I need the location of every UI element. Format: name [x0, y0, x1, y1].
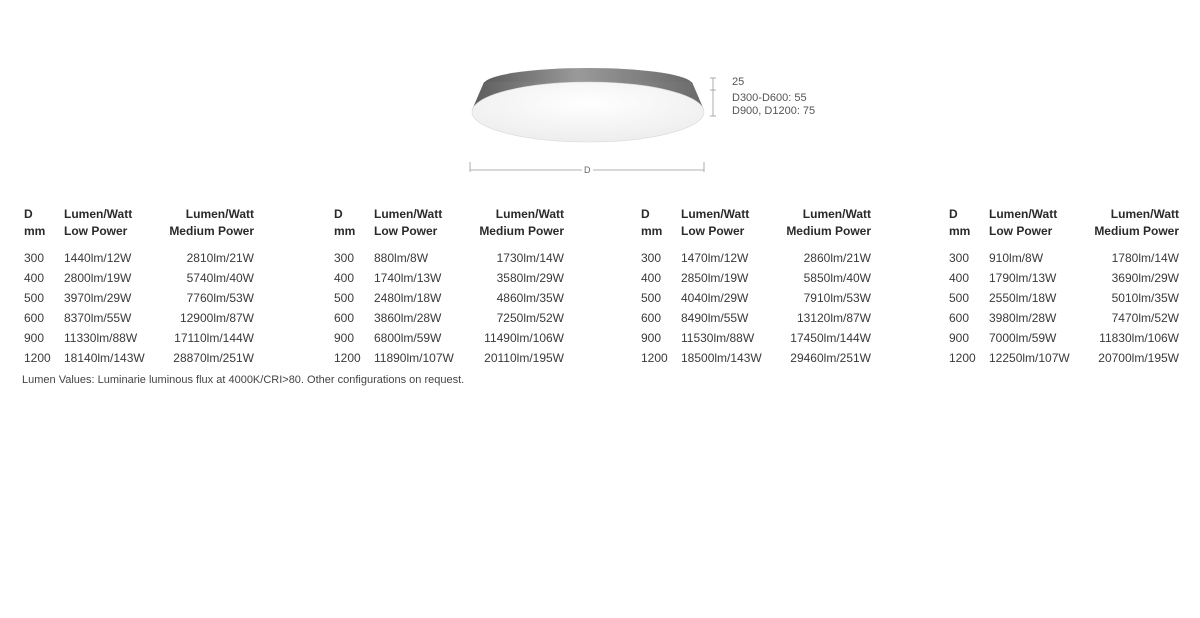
- cell-medium-power: 4860lm/35W: [496, 291, 564, 305]
- cell-low-power: 1740lm/13W: [374, 271, 442, 285]
- cell-low-power: 1790lm/13W: [989, 271, 1057, 285]
- cell-medium-power: 5850lm/40W: [803, 271, 871, 285]
- cell-low-power: 910lm/8W: [989, 251, 1044, 265]
- header-medium-power: Medium Power: [786, 224, 871, 238]
- cell-diameter: 1200: [334, 351, 361, 365]
- cell-low-power: 11330lm/88W: [64, 331, 138, 345]
- header-d: D: [24, 207, 33, 221]
- cell-medium-power: 20110lm/195W: [484, 351, 564, 365]
- cell-diameter: 900: [334, 331, 355, 345]
- header-mm: mm: [334, 224, 356, 238]
- table-row: [641, 268, 871, 288]
- height-label-min: 25: [732, 76, 745, 88]
- table-row: [949, 308, 1179, 328]
- cell-diameter: 1200: [641, 351, 668, 365]
- cell-low-power: 2850lm/19W: [681, 271, 749, 285]
- lumen-table-2: [334, 206, 564, 368]
- cell-diameter: 400: [949, 271, 970, 285]
- cell-low-power: 3980lm/28W: [989, 311, 1057, 325]
- cell-diameter: 500: [334, 291, 355, 305]
- header-lumen-watt-medium: Lumen/Watt: [185, 207, 254, 221]
- table-row: [641, 348, 871, 368]
- cell-diameter: 900: [641, 331, 662, 345]
- cell-medium-power: 7250lm/52W: [496, 311, 564, 325]
- table-row: [334, 268, 564, 288]
- table-header-row-2: [24, 223, 254, 240]
- cell-medium-power: 12900lm/87W: [179, 311, 254, 325]
- cell-medium-power: 7760lm/53W: [186, 291, 254, 305]
- cell-medium-power: 5740lm/40W: [186, 271, 254, 285]
- cell-low-power: 6800lm/59W: [374, 331, 442, 345]
- cell-medium-power: 1780lm/14W: [1111, 251, 1179, 265]
- header-d: D: [641, 207, 650, 221]
- cell-diameter: 600: [949, 311, 970, 325]
- header-low-power: Low Power: [681, 224, 745, 238]
- cell-medium-power: 3580lm/29W: [496, 271, 564, 285]
- table-header-row-2: [334, 223, 564, 240]
- cell-medium-power: 3690lm/29W: [1111, 271, 1179, 285]
- table-header-row-1: [949, 206, 1179, 223]
- table-row: [334, 308, 564, 328]
- header-lumen-watt-medium: Lumen/Watt: [495, 207, 564, 221]
- table-row: [24, 328, 254, 348]
- table-row: [334, 288, 564, 308]
- cell-medium-power: 2810lm/21W: [186, 251, 254, 265]
- cell-low-power: 3970lm/29W: [64, 291, 132, 305]
- header-medium-power: Medium Power: [169, 224, 254, 238]
- cell-diameter: 1200: [949, 351, 976, 365]
- header-d: D: [949, 207, 958, 221]
- lumen-table-1: [24, 206, 254, 368]
- cell-diameter: 900: [949, 331, 970, 345]
- header-mm: mm: [641, 224, 663, 238]
- cell-diameter: 600: [24, 311, 45, 325]
- cell-medium-power: 28870lm/251W: [173, 351, 254, 365]
- table-row: [334, 348, 564, 368]
- header-d: D: [334, 207, 343, 221]
- cell-low-power: 8490lm/55W: [681, 311, 749, 325]
- header-lumen-watt-low: Lumen/Watt: [989, 207, 1058, 221]
- cell-diameter: 300: [24, 251, 45, 265]
- header-mm: mm: [949, 224, 971, 238]
- cell-low-power: 7000lm/59W: [989, 331, 1057, 345]
- cell-diameter: 300: [641, 251, 662, 265]
- table-row: [24, 268, 254, 288]
- table-row: [24, 248, 254, 268]
- table-header-row-2: [949, 223, 1179, 240]
- cell-low-power: 11530lm/88W: [681, 331, 755, 345]
- height-label-small: D300-D600: 55: [732, 92, 807, 104]
- table-header-row-1: [334, 206, 564, 223]
- cell-low-power: 18500lm/143W: [681, 351, 762, 365]
- header-lumen-watt-low: Lumen/Watt: [681, 207, 750, 221]
- table-row: [641, 248, 871, 268]
- height-label-large: D900, D1200: 75: [732, 105, 816, 117]
- header-lumen-watt-medium: Lumen/Watt: [1110, 207, 1179, 221]
- table-header-row-1: [24, 206, 254, 223]
- cell-diameter: 400: [334, 271, 355, 285]
- table-row: [334, 248, 564, 268]
- header-low-power: Low Power: [374, 224, 438, 238]
- table-row: [641, 328, 871, 348]
- cell-medium-power: 29460lm/251W: [790, 351, 871, 365]
- table-row: [949, 288, 1179, 308]
- cell-low-power: 1440lm/12W: [64, 251, 132, 265]
- cell-diameter: 300: [949, 251, 970, 265]
- cell-medium-power: 2860lm/21W: [803, 251, 871, 265]
- lumen-table-3: [641, 206, 871, 368]
- table-row: [949, 348, 1179, 368]
- footnote: Lumen Values: Luminarie luminous flux at 4000K/CRI>80. Other configurations on request.: [22, 374, 465, 386]
- cell-diameter: 1200: [24, 351, 51, 365]
- cell-diameter: 300: [334, 251, 355, 265]
- cell-low-power: 2480lm/18W: [374, 291, 442, 305]
- cell-medium-power: 11830lm/106W: [1099, 331, 1179, 345]
- cell-low-power: 8370lm/55W: [64, 311, 132, 325]
- cell-diameter: 500: [641, 291, 662, 305]
- cell-low-power: 1470lm/12W: [681, 251, 749, 265]
- table-row: [641, 308, 871, 328]
- table-header-row-2: [641, 223, 871, 240]
- table-row: [24, 348, 254, 368]
- lumen-table-4: [949, 206, 1179, 368]
- table-row: [949, 328, 1179, 348]
- cell-medium-power: 7910lm/53W: [803, 291, 871, 305]
- cell-low-power: 18140lm/143W: [64, 351, 145, 365]
- cell-diameter: 400: [24, 271, 45, 285]
- cell-low-power: 11890lm/107W: [374, 351, 454, 365]
- cell-medium-power: 20700lm/195W: [1098, 351, 1179, 365]
- table-row: [24, 308, 254, 328]
- table-row: [641, 288, 871, 308]
- cell-diameter: 500: [949, 291, 970, 305]
- header-low-power: Low Power: [989, 224, 1053, 238]
- cell-low-power: 880lm/8W: [374, 251, 429, 265]
- header-lumen-watt-low: Lumen/Watt: [374, 207, 443, 221]
- header-low-power: Low Power: [64, 224, 128, 238]
- cell-low-power: 2800lm/19W: [64, 271, 132, 285]
- table-row: [24, 288, 254, 308]
- cell-medium-power: 17110lm/144W: [174, 331, 254, 345]
- header-lumen-watt-medium: Lumen/Watt: [802, 207, 871, 221]
- diameter-label: D: [584, 165, 591, 175]
- cell-diameter: 600: [641, 311, 662, 325]
- cell-medium-power: 11490lm/106W: [484, 331, 564, 345]
- cell-diameter: 900: [24, 331, 45, 345]
- cell-diameter: 500: [24, 291, 45, 305]
- header-lumen-watt-low: Lumen/Watt: [64, 207, 133, 221]
- cell-low-power: 12250lm/107W: [989, 351, 1070, 365]
- cell-medium-power: 13120lm/87W: [796, 311, 871, 325]
- cell-medium-power: 5010lm/35W: [1111, 291, 1179, 305]
- cell-medium-power: 7470lm/52W: [1111, 311, 1179, 325]
- table-row: [949, 248, 1179, 268]
- cell-low-power: 3860lm/28W: [374, 311, 442, 325]
- cell-medium-power: 1730lm/14W: [496, 251, 564, 265]
- cell-medium-power: 17450lm/144W: [790, 331, 871, 345]
- table-row: [949, 268, 1179, 288]
- cell-diameter: 600: [334, 311, 355, 325]
- header-medium-power: Medium Power: [1094, 224, 1179, 238]
- cell-low-power: 2550lm/18W: [989, 291, 1057, 305]
- cell-low-power: 4040lm/29W: [681, 291, 749, 305]
- cell-diameter: 400: [641, 271, 662, 285]
- ceiling-luminaire-drawing: [460, 60, 840, 185]
- table-header-row-1: [641, 206, 871, 223]
- table-row: [334, 328, 564, 348]
- header-medium-power: Medium Power: [479, 224, 564, 238]
- header-mm: mm: [24, 224, 46, 238]
- luminaire-figure: [460, 60, 840, 185]
